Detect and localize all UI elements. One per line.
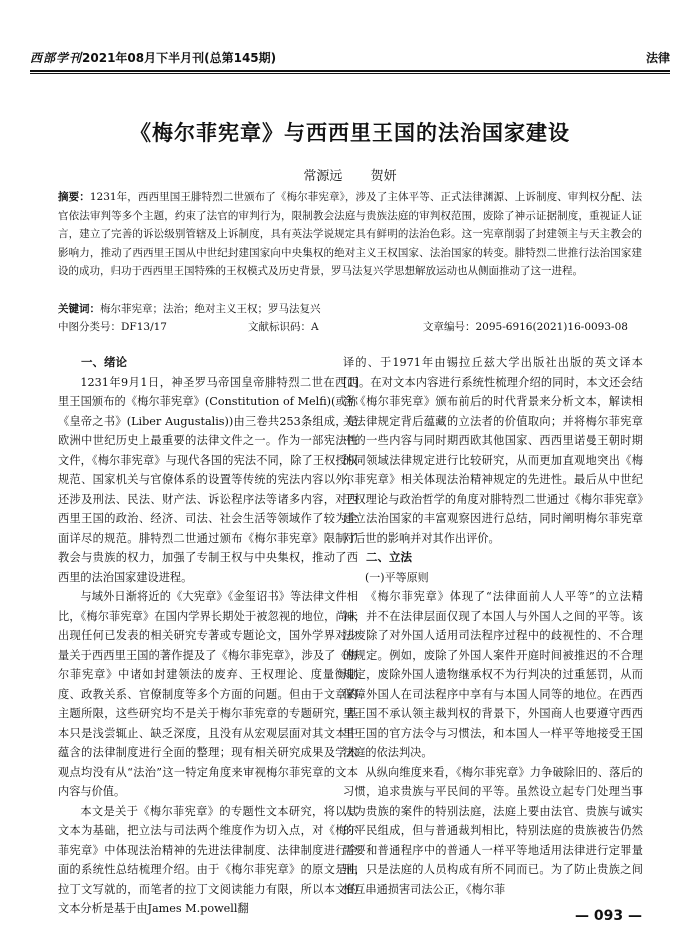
journal-masthead: 西部学刊 (30, 51, 83, 65)
abstract-label: 摘要： (58, 191, 90, 203)
body-column-right (343, 353, 643, 899)
keywords-label: 关键词： (58, 303, 100, 315)
paragraph: 1231年9月1日，神圣罗马帝国皇帝腓特烈二世在西西里王国颁布的《梅尔菲宪章》(Constitution of Melfi)(或称《皇帝之书》(Liber Augustalis))由三卷共253条组成，是欧洲中世纪历史上最重要的法律文件之一。作为一部宪法性文件，《梅尔菲宪章》与现代各国的宪法不同，除了王权授权规范、国家机关与官僚体系的设置等传统的宪法内容以外，还涉及刑法、民法、财产法、诉讼程序法等诸多内容，对西西里王国的政治、经济、司法、社会生活等领域作了较为全面详尽的规范。腓特烈二世通过颁布《梅尔菲宪章》限制了教会与贵族的权力，加强了专制王权与中央集权，推动了西西里的法治国家建设进程。 (58, 375, 358, 584)
journal-info (30, 49, 276, 66)
author-name: 常源远 (303, 169, 343, 184)
section-label: 法律 (645, 51, 670, 65)
section-heading: 二、立法 (366, 550, 412, 564)
paragraph: 本文是关于《梅尔菲宪章》的专题性文本研究，将以其文本为基础，把立法与司法两个维度作为切入点，对《梅尔菲宪章》中体现法治精神的先进法律制度、法律制度进行全面的系统性总结梳理介绍。由于《梅尔菲宪章》的原文是由拉丁文写就的，而笔者的拉丁文阅读能力有限，所以本文的文本分析是基于由James M.powell翻 (58, 804, 358, 915)
article-metadata (58, 318, 642, 336)
keywords-text: 梅尔菲宪章；法治；绝对主义王权；罗马法复兴 (100, 303, 321, 315)
document-code: 文献标识码：A (248, 321, 319, 333)
body-column-left (58, 353, 358, 919)
keywords (58, 300, 642, 318)
paragraph: 与域外日渐将近的《大宪章》《金玺诏书》等法律文件相比，《梅尔菲宪章》在国内学界长期处于被忽视的地位，尚未出现任何已发表的相关研究专著或专题论文，国外学界对少量关于西西里王国的著作提及了《梅尔菲宪章》，涉及了《梅尔菲宪章》中诸如封建领法的废弃、王权理论、度量衡制度、政教关系、官僚制度等多个方面的问题。但由于文章的主题所限，这些研究均不是关于梅尔菲宪章的专题研究，基本只是浅尝辄止、缺乏深度，且没有从宏观层面对其文本中蕴含的法律制度进行全面的整理；现有相关研究成果及学术观点均没有从“法治”这一特定角度来审视梅尔菲宪章的文本内容与价值。 (58, 590, 358, 798)
paragraph: 从纵向维度来看，《梅尔菲宪章》力争破除旧的、落后的习惯，追求贵族与平民间的平等。虽然设立起专门处理当事人为贵族的案件的特别法庭，法庭上要由法官、贵族与诚实的平民组成，但与普通裁判相比，特别法庭的贵族被告仍然需要和普通程序中的普通人一样平等地适用法律进行定罪量刑，只是法庭的人员构成有所不同而已。为了防止贵族之间相互串通损害司法公正，《梅尔菲 (343, 765, 643, 896)
article-number: 文章编号：2095-6916(2021)16-0093-08 (423, 321, 628, 333)
paragraph: 《梅尔菲宪章》体现了“法律面前人人平等”的立法精神，并不在法律层面仅现了本国人与外国人之间的平等。该法废除了对外国人适用司法程序过程中的歧视性的、不合理的规定。例如，废除了外国人案件开庭时间被推迟的不合理规定，废除外国人遗物继承权不为行判决的过重惩罚，从而保障外国人在司法程序中享有与本国人同等的地位。在西西里王国不承认领主裁判权的背景下，外国商人也要遵守西西里王国的官方法令与习惯法，和本国人一样平等地接受王国法庭的依法判决。 (343, 590, 643, 759)
subsection-heading: (一)平等原则 (365, 570, 429, 584)
section-heading: 一、绪论 (81, 355, 127, 369)
article-title: 《梅尔菲宪章》与西西里王国的法治国家建设 (130, 121, 570, 145)
header-rule-thin (30, 73, 670, 74)
header-rule (30, 70, 670, 72)
page-number: — 093 — (575, 908, 642, 924)
running-header (30, 50, 670, 66)
abstract-text: 1231年，西西里国王腓特烈二世颁布了《梅尔菲宪章》，涉及了主体平等、正式法律渊源、上诉制度、审判权分配、法官依法审判等多个主题，约束了法官的审判行为，限制教会法庭与贵族法庭的审判权范围，废除了神示证据制度，重视证人证言，建立了完善的诉讼级别管辖及上诉制度，具有英法学说规定具有鲜明的法治色彩。这一宪章削弱了封建领主与天主教会的影响力，推动了西西里王国从中世纪封建国家向中央集权的绝对主义王权国家、法治国家的转变。腓特烈二世推行法治国家建设的成功，归功于西西里王国特殊的王权模式及历史背景，罗马法复兴学思想解放运动也从侧面推动了这一进程。 (58, 191, 642, 277)
authors (0, 165, 700, 184)
issue-info: 2021年08月下半月刊(总第145期) (82, 51, 277, 65)
paragraph: 译的、于1971年由锡拉丘兹大学出版社出版的英文译本[1]。在对文本内容进行系统性梳理介绍的同时，本文还会结合《梅尔菲宪章》颁布前后的时代背景来分析文本，解读相关法律规定背后蕴藏的立法者的价值取向；并将梅尔菲宪章中的一些内容与同时期西欧其他国家、西西里诺曼王朝时期的同领域法律规定进行比较研究，从而更加直观地突出《梅尔菲宪章》相关体现法治精神规定的先进性。最后从中世纪王权理论与政治哲学的角度对腓特烈二世通过《梅尔菲宪章》建立法治国家的丰富观察因进行总结，同时阐明梅尔菲宪章对后世的影响并对其作出评价。 (343, 356, 643, 545)
abstract (58, 188, 642, 281)
clc-number: 中图分类号：DF13/17 (58, 321, 167, 333)
author-name: 贺妍 (370, 169, 397, 184)
